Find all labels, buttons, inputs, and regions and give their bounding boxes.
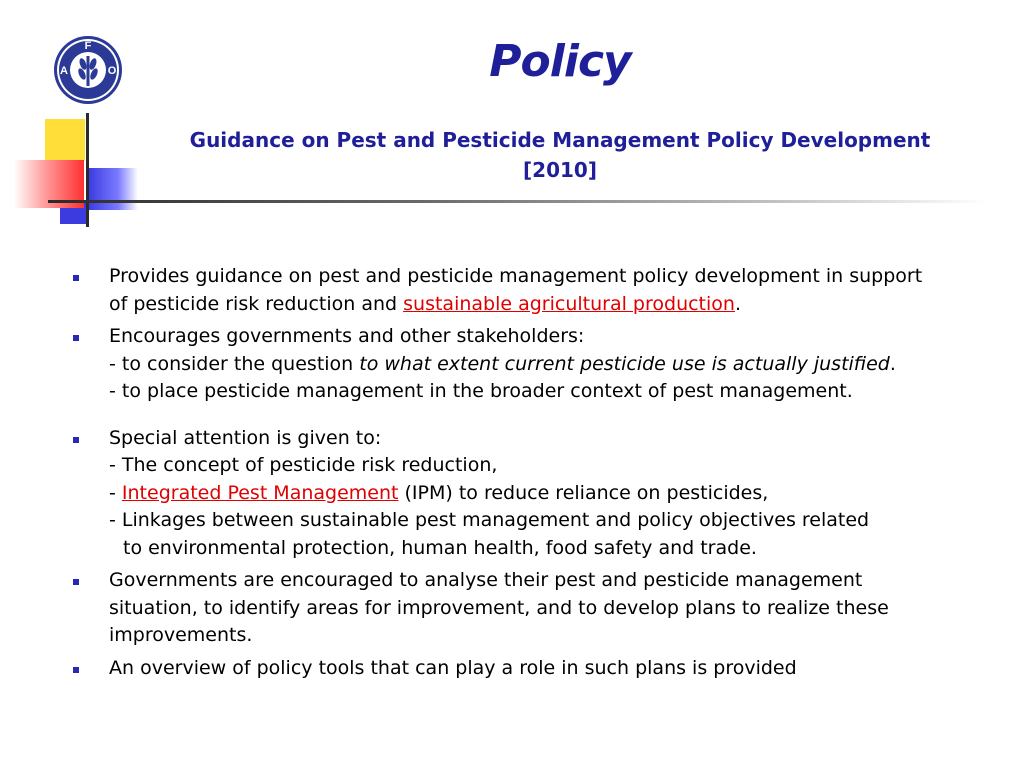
bullet-item	[70, 567, 990, 650]
bullet-text: An overview of policy tools that can play a role in such plans is provided	[109, 656, 797, 679]
bullet-item	[70, 323, 990, 406]
bullet-text: - to place pesticide management in the broader context of pest management.	[109, 380, 853, 402]
bullet-text: Special attention is given to:	[109, 426, 382, 449]
logo-letter-right: O	[107, 65, 117, 77]
logo-letter-left: A	[60, 65, 68, 77]
bullet-marker-icon	[73, 667, 79, 673]
bullet-text: Governments are encouraged to analyse their pest and pesticide management	[109, 569, 863, 591]
bullet-marker-icon	[73, 335, 79, 341]
bullet-text: - to consider the question to what extent current pesticide use is actually justified.	[109, 352, 896, 375]
bullet-list	[70, 263, 990, 687]
bullet-text: - The concept of pesticide risk reduction,	[109, 454, 498, 476]
bullet-item	[70, 655, 990, 683]
bullet-text: - Integrated Pest Management (IPM) to reduce reliance on pesticides,	[109, 481, 769, 504]
subtitle-line-2: [2010]	[523, 158, 597, 182]
bullet-marker-icon	[73, 275, 79, 281]
slide-title: Policy	[489, 36, 631, 87]
bullet-text: Provides guidance on pest and pesticide management policy development in support	[109, 265, 923, 287]
integrated-pest-management-link[interactable]: Integrated Pest Management	[121, 481, 399, 504]
bullet-text: - Linkages between sustainable pest management and policy objectives related	[109, 509, 870, 531]
bullet-text: improvements.	[109, 624, 253, 646]
subtitle-line-1: Guidance on Pest and Pesticide Management Policy Development	[189, 128, 931, 152]
slide-subtitle	[140, 125, 980, 185]
bullet-text: of pesticide risk reduction and sustainable agricultural production.	[109, 292, 742, 315]
bullet-marker-icon	[73, 579, 79, 585]
bullet-text: to environmental protection, human health, food safety and trade.	[123, 536, 757, 559]
emphasis-text: to what extent current pesticide use is actually justified	[359, 352, 890, 375]
bullet-marker-icon	[73, 437, 79, 443]
bullet-text: situation, to identify areas for improvement, and to develop plans to realize these	[109, 596, 889, 619]
bullet-item	[70, 263, 990, 318]
logo-letter-top: F	[84, 40, 92, 52]
sustainable-agricultural-production-link[interactable]: sustainable agricultural production	[403, 292, 735, 315]
bullet-text: Encourages governments and other stakeholders:	[109, 325, 585, 347]
fao-logo	[52, 34, 124, 106]
bullet-item	[70, 425, 990, 563]
